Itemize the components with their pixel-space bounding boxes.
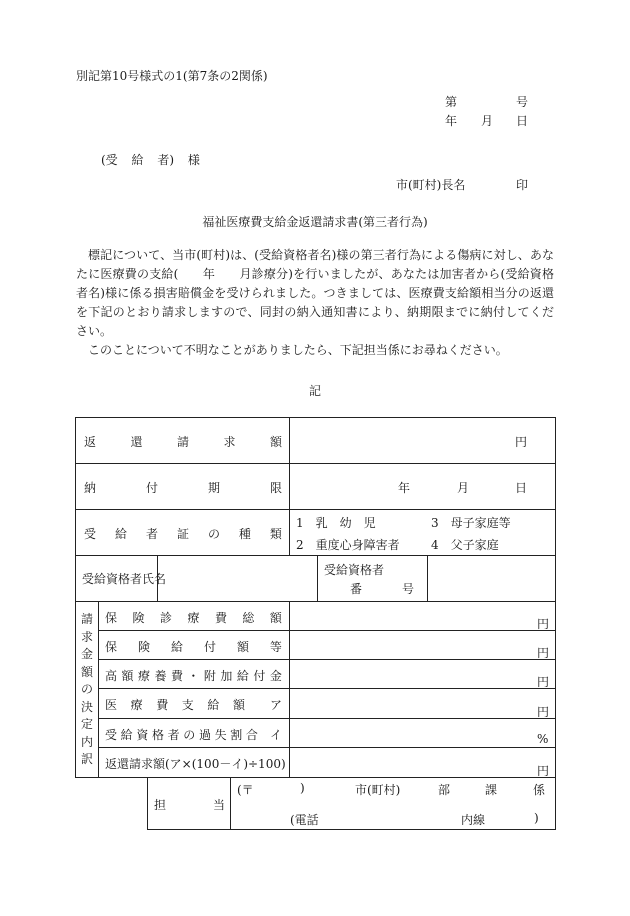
contact-dept: 部 (438, 783, 451, 797)
certificate-option-2: 2 重度心身障害者 (296, 538, 400, 552)
breakdown-row-3-label: 高 額 療 養 費 ・ 附 加 給 付 金 (105, 669, 282, 683)
certificate-type-label: 受 給 者 証 の 種 類 (84, 527, 282, 541)
breakdown-row-2-unit: 円 (537, 646, 550, 660)
certificate-option-4: 4 父子家庭 (431, 538, 499, 552)
breakdown-row-1-unit: 円 (537, 617, 550, 631)
form-id: 別記第10号様式の1(第7条の2関係) (76, 69, 268, 83)
seal-mark: 印 (516, 178, 529, 192)
contact-postal-close: ) (300, 781, 305, 795)
breakdown-row-6-unit: 円 (537, 764, 550, 778)
refund-amount-unit: 円 (515, 435, 528, 449)
certificate-option-3: 3 母子家庭等 (431, 516, 511, 530)
breakdown-row-4-label: 医 療 費 支 給 額 (105, 698, 245, 712)
deadline-month: 月 (457, 481, 470, 495)
contact-label-b: 当 (213, 798, 226, 812)
contact-phone: (電話 (290, 813, 319, 827)
breakdown-row-5-unit: % (537, 732, 549, 746)
breakdown-row-5-mark: イ (270, 728, 283, 742)
certificate-option-1: 1 乳 幼 児 (296, 516, 376, 530)
breakdown-row-4-mark: ア (270, 698, 283, 712)
contact-section: 課 (485, 783, 498, 797)
contact-label-a: 担 (154, 798, 167, 812)
contact-extension-close: ) (534, 811, 539, 825)
deadline-day: 日 (515, 481, 528, 495)
breakdown-row-2-label: 保 険 給 付 額 等 (105, 640, 282, 654)
payment-deadline-label: 納 付 期 限 (84, 481, 282, 495)
date-day: 日 (516, 114, 529, 128)
breakdown-row-5-label: 受 給 資 格 者 の 過 失 割 合 (105, 728, 258, 742)
contact-extension: 内線 (461, 813, 486, 827)
breakdown-vertical-label: 請求金額の決定内訳 (80, 612, 93, 766)
beneficiary-name-label: 受給資格者氏名 (82, 572, 167, 586)
beneficiary-number-label-1: 受給資格者 (324, 563, 385, 577)
beneficiary-number-label-2: 番 号 (350, 582, 414, 596)
refund-amount-label: 返 還 請 求 額 (84, 435, 282, 449)
issuer-name: 市(町村)長名 (396, 178, 466, 192)
breakdown-row-1-label: 保 険 診 療 費 総 額 (105, 611, 282, 625)
contact-city: 市(町村) (355, 783, 401, 797)
deadline-year: 年 (398, 481, 411, 495)
doc-number-prefix: 第 (445, 95, 458, 109)
addressee-mid: 給 (131, 153, 144, 167)
body-paragraph-1: 標記について、当市(町村)は、(受給資格者名)様の第三者行為による傷病に対し、あなたに医療費の支給( 年 月診療分)を行いましたが、あなたは加害者から(受給資格者名)様に係る損害賠償金を受けられました。つきましては、医療費支給額相当分の返還を下記のとおり請求しますので、同封の納入通知書により、納期限までに納付してください。 (76, 248, 554, 338)
doc-number-suffix: 号 (516, 95, 529, 109)
breakdown-row-6-label: 返還請求額(ア×(100－イ)÷100) (105, 757, 286, 771)
contact-postal: (〒 (237, 783, 254, 797)
breakdown-row-3-unit: 円 (537, 675, 550, 689)
addressee-open: (受 (101, 153, 118, 167)
addressee-honorific: 様 (187, 153, 200, 167)
date-month: 月 (481, 114, 494, 128)
addressee-close: 者) (157, 153, 175, 167)
ki-heading: 記 (308, 384, 321, 398)
contact-unit: 係 (533, 783, 546, 797)
date-year: 年 (445, 114, 458, 128)
breakdown-row-4-unit: 円 (537, 705, 550, 719)
body-paragraph-2: このことについて不明なことがありましたら、下記担当係にお尋ねください。 (88, 343, 508, 357)
document-title: 福祉医療費支給金返還請求書(第三者行為) (202, 215, 428, 229)
